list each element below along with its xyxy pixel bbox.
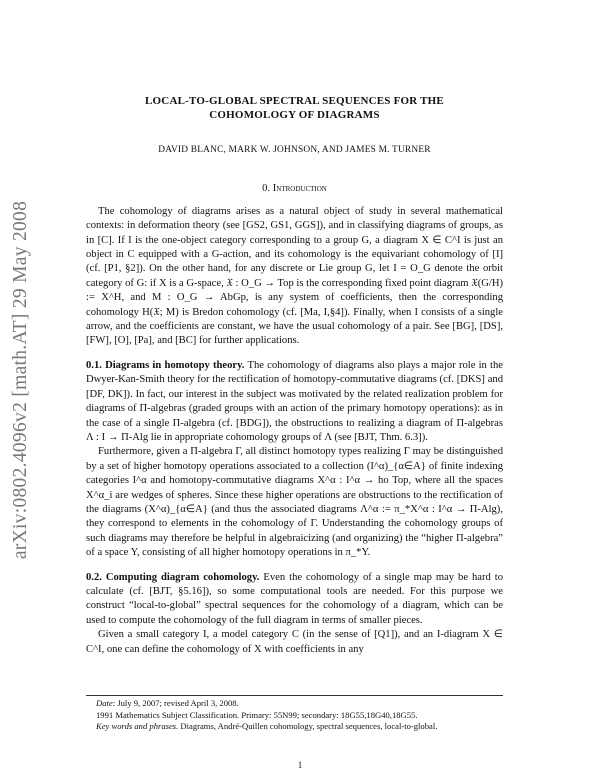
- footnote-msc-text: Primary: 55N99; secondary: 18G55,18G40,18G55.: [239, 709, 418, 720]
- footnote-msc: [86, 710, 503, 722]
- page-number: 1: [297, 760, 303, 770]
- intro-paragraph: The cohomology of diagrams arises as a natural object of study in several mathematical contexts: in deformation theory (see [GS2, GS1, GGS]), and in classifying diagrams of groups, as in [C]. If I is the one-object category corresponding to a group G, a diagram X ∈ C^I is just an object in C equipped with a G-action, and its cohomology is the equivariant cohomology of [I] (cf. [P1, §2]). On the other hand, for any discrete or Lie group G, let I = O_G denote the orbit category of G: if X is a G-space, 𝔛 : O_G → Top is the corresponding fixed point diagram 𝔛(G/H) := X^H, and M : O_G → AbGp, is any system of coefficients, then the corresponding cohomology H(𝔛; M) is Bredon cohomology (cf. [Ma, I,§4]). Finally, when I consists of a single arrow, and the coefficients are constant, we have the usual cohomology of a pair. See [BG], [DS], [FW], [O], [Pa], and [BC] for further applications.: [86, 205, 503, 347]
- subsection-0-2-heading: 0.2. Computing diagram cohomology.: [86, 571, 260, 583]
- footnote-msc-label: 1991 Mathematics Subject Classification.: [96, 709, 240, 720]
- subsection-0-1-paragraph: [86, 359, 503, 445]
- section-heading: [86, 182, 503, 196]
- section-number: 0.: [262, 183, 271, 195]
- footnote-date-label: Date: [96, 698, 113, 708]
- arxiv-stamp: [2, 170, 40, 590]
- footnote-date-text: : July 9, 2007; revised April 3, 2008.: [112, 698, 239, 708]
- footnote-keywords: [86, 721, 503, 733]
- footnote-keywords-text: Diagrams, André-Quillen cohomology, spectral sequences, local-to-global.: [178, 721, 438, 732]
- paper-title: LOCAL-TO-GLOBAL SPECTRAL SEQUENCES FOR THE COHOMOLOGY OF DIAGRAMS: [145, 95, 444, 121]
- footnote-keywords-label: Key words and phrases.: [96, 721, 179, 732]
- page-body: [86, 94, 503, 657]
- footnotes: [86, 695, 503, 733]
- subsection-0-2-text: Even the cohomology of a single map may be hard to calculate (cf. [BJT, §5.16]), so some computational tools are needed. For this purpose we construct “local-to-global” spectral sequences for the cohomology of a diagram, which can be used to compute the cohomology of the full diagram in terms of smaller pieces.: [86, 571, 504, 626]
- subsection-0-2-paragraph: [86, 571, 503, 629]
- subsection-0-1-text: The cohomology of diagrams also plays a major role in the Dwyer-Kan-Smith theory for the rectification of homotopy-commutative diagrams (cf. [DKS] and [DF, DK]). In fact, our interest in the subject was motivated by the related realization problem for diagrams of Π-algebras (graded groups with an action of the primary homotopy operations): as in the case of a single Π-algebra (cf. [BDG]), the obstructions to realizing a diagram of Π-algebras Λ : I → Π-Alg lie in appropriate cohomology groups of Λ (see [BJT, Thm. 6.3]).: [86, 359, 503, 443]
- section-title: Introduction: [272, 183, 327, 195]
- paper-authors: DAVID BLANC, MARK W. JOHNSON, AND JAMES M. TURNER: [158, 145, 431, 155]
- subsection-0-1-paragraph-2: Furthermore, given a Π-algebra Γ, all distinct homotopy types realizing Γ may be distinguished by a set of higher homotopy operations associated to a collection (I^α)_{α∈A} of finite indexing categories I^α and homotopy-commutative diagrams X^α : I^α → ho Top, where all the spaces X^α_i are wedges of spheres. Since these higher operations are obstructions to the rectification of the diagrams (X^α)_{α∈A} (and thus the associated diagrams Λ^α := π_*X^α : I^α → Π-Alg), they correspond to elements in the cohomology of Γ. Understanding the cohomology groups of such diagrams may therefore be helpful in algebraicizing (and organizing) the “higher Π-algebra” of a space Y, consisting of all higher homotopy operations in π_*Y.: [86, 446, 503, 559]
- subsection-0-1-heading: 0.1. Diagrams in homotopy theory.: [86, 359, 245, 371]
- arxiv-stamp-text: arXiv:0802.4096v2 [math.AT] 29 May 2008: [10, 200, 32, 560]
- subsection-0-2-paragraph-2: Given a small category I, a model category C (in the sense of [Q1]), and an I-diagram X ∈ C^I, one can define the cohomology of X with coefficients in any: [86, 629, 503, 655]
- footnote-date: [86, 698, 503, 710]
